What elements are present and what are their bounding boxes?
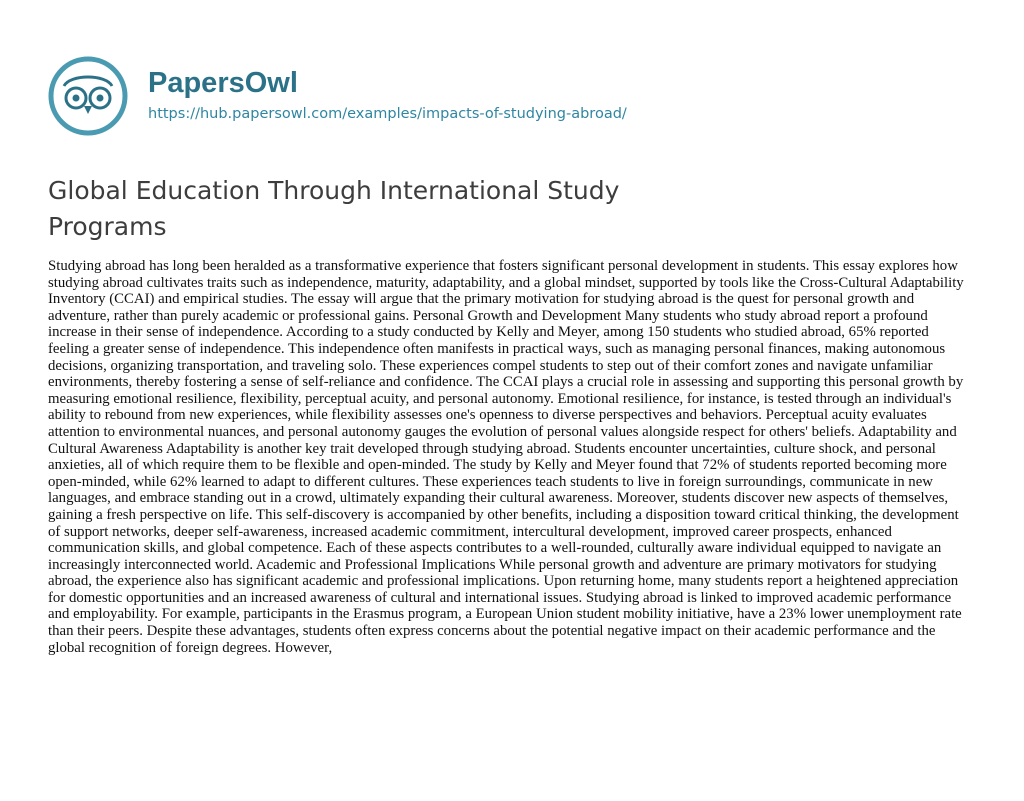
owl-logo-icon[interactable]: [48, 56, 128, 136]
essay-title: Global Education Through International Study Programs: [48, 176, 620, 241]
essay-body: Studying abroad has long been heralded as a transformative experience that fosters significant personal development in students. This essay explores how studying abroad cultivates traits such as independence, maturity, adaptability, and a global mindset, supported by tools like the Cross-Cultural Adaptability Inventory (CCAI) and empirical studies. The essay will argue that the primary motivation for studying abroad is the quest for personal growth and adventure, rather than purely academic or professional gains. Personal Growth and Development Many students who study abroad report a profound increase in their sense of independence. According to a study conducted by Kelly and Meyer, among 150 students who studied abroad, 65% reported feeling a greater sense of independence. This independence often manifests in practical ways, such as managing personal finances, making autonomous decisions, organizing transportation, and traveling solo. These experiences compel students to step out of their comfort zones and navigate unfamiliar environments, thereby fostering a sense of self-reliance and confidence. The CCAI plays a crucial role in assessing and supporting this personal growth by measuring emotional resilience, flexibility, perceptual acuity, and personal autonomy. Emotional resilience, for instance, is tested through an individual's ability to rebound from new experiences, while flexibility assesses one's openness to diverse perspectives and behaviors. Perceptual acuity evaluates attention to environmental nuances, and personal autonomy gauges the evolution of personal values alongside respect for others' beliefs. Adaptability and Cultural Awareness Adaptability is another key trait developed through studying abroad. Students encounter uncertainties, culture shock, and personal anxieties, all of which require them to be flexible and open-minded. The study by Kelly and Meyer found that 72% of students reported becoming more open-minded, while 62% learned to adapt to different cultures. These experiences teach students to live in foreign surroundings, communicate in new languages, and embrace standing out in a crowd, ultimately expanding their cultural awareness. Moreover, students discover new aspects of themselves, gaining a fresh perspective on life. This self-discovery is accompanied by other benefits, including a disposition toward critical thinking, the development of support networks, deeper self-awareness, increased academic commitment, intercultural development, improved career prospects, enhanced communication skills, and global competence. Each of these aspects contributes to a well-rounded, culturally aware individual equipped to navigate an increasingly interconnected world. Academic and Professional Implications While personal growth and adventure are primary motivators for studying abroad, the experience also has significant academic and professional implications. Upon returning home, many students report a heightened appreciation for domestic opportunities and an increased awareness of cultural and international issues. Studying abroad is linked to improved academic performance and employability. For example, participants in the Erasmus program, a European Union student mobility initiative, have a 23% lower unemployment rate than their peers. Despite these advantages, students often express concerns about the potential negative impact on their academic performance and the global recognition of foreign degrees. However,: [48, 258, 964, 656]
brand-block: [148, 67, 627, 125]
site-header: [48, 56, 627, 136]
brand-name[interactable]: PapersOwl: [148, 67, 298, 99]
source-url-link[interactable]: https://hub.papersowl.com/examples/impacts-of-studying-abroad/: [148, 106, 627, 122]
